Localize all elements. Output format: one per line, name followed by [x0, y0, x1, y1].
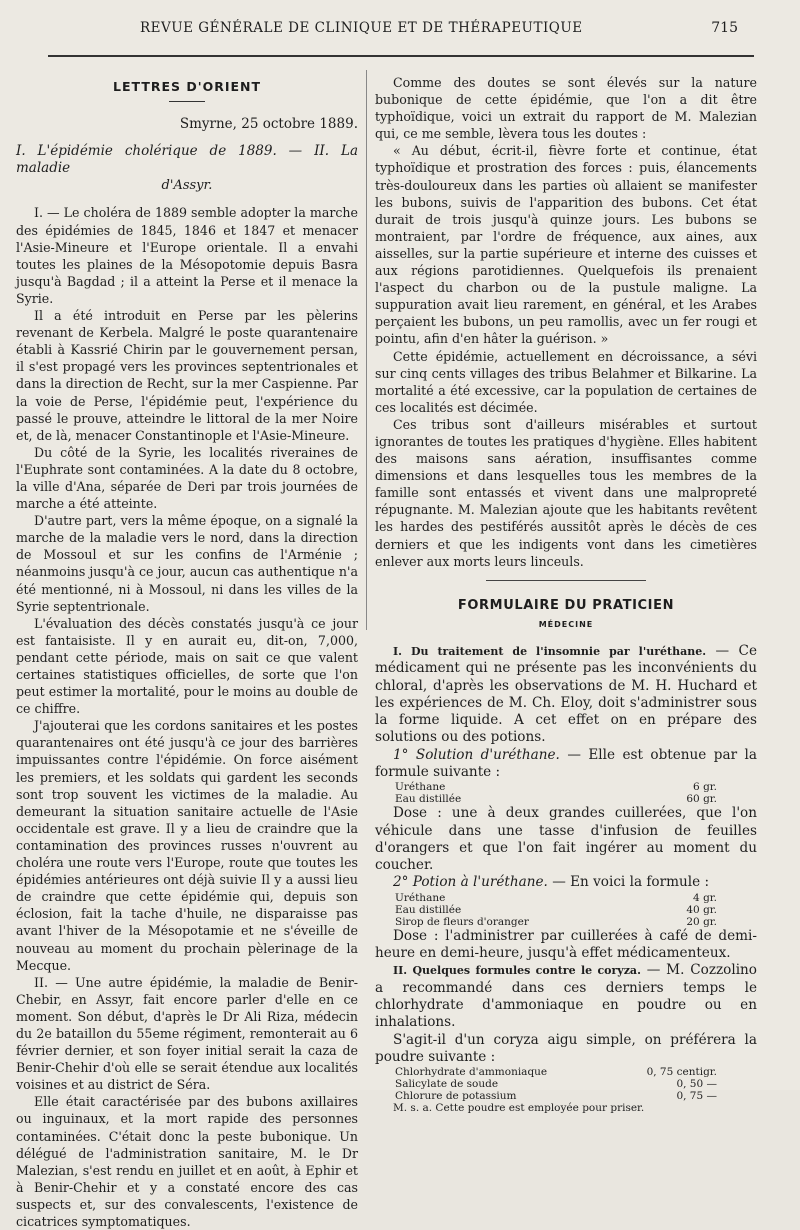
formula-1 [375, 643, 757, 747]
formula-2-head: II. Quelques formules contre le coryza. [393, 964, 641, 978]
solution-body: — Elle est obtenue par la formule suivante : [375, 746, 757, 780]
ingredient: Eau distillée [395, 903, 462, 916]
recipe-row [395, 1078, 717, 1090]
paragraph: J'ajouterai que les cordons sanitaires et les postes quarantenaires ont été jusqu'à ce jour des barrières impuissantes contre l'épidémie. On force aisément les premiers, et les soldats qui gardent les seconds sont trop souvent les victimes de la maladie. Au demeurant la situation sanitaire actuelle de l'Asie occidentale est grave. Il y a lieu de craindre que la contamination des provinces russes n'ouvrent au choléra une route vers l'Europe, route que toutes les épidémies antérieures ont déjà suivie Il y a aussi lieu de craindre que cette épidémie qui, depuis son éclosion, fait la tache d'huile, ne disparaisse pas avant l'hiver de la Mésopotamie et ne s'éveille de nouveau au moment du prochain pèlerinage de la Mecque. [16, 718, 358, 973]
recipe-row [395, 916, 717, 928]
recipe-note: M. s. a. Cette poudre est employée pour priser. [393, 1102, 645, 1115]
header-rule [48, 55, 754, 57]
column-divider [366, 70, 367, 630]
quantity: 0, 50 — [676, 1078, 717, 1091]
potion-intro [375, 874, 757, 891]
subhead-line-1: I. L'épidémie cholérique de 1889. — II. La maladie [16, 143, 358, 177]
recipe-row [395, 892, 717, 904]
running-title: REVUE GÉNÉRALE DE CLINIQUE ET DE THÉRAPEUTIQUE [140, 20, 583, 36]
paragraph: Il a été introduit en Perse par les pèlerins revenant de Kerbela. Malgré le poste quarantenaire établi à Kassrié Chirin par le gouvernement persan, il s'est propagé vers les provinces septentrionales et dans la direction de Recht, sur la mer Caspienne. Par la voie de Perse, l'épidémie peut, l'expérience du passé le prouve, atteindre le littoral de la mer Noire et, de là, menacer Constantinople et l'Asie-Mineure. [16, 308, 358, 443]
recipe-powder [395, 1066, 717, 1102]
article-subhead [16, 143, 358, 194]
ingredient: Chlorure de potassium [395, 1090, 517, 1103]
title-rule [169, 101, 205, 102]
paragraph: Cette épidémie, actuellement en décroissance, a sévi sur cinq cents villages des tribus Belahmer et Bilkarine. La mortalité a été excessive, car la population de certaines de ces localités est décimée. [375, 348, 757, 415]
subhead-line-2: d'Assyr. [161, 178, 213, 194]
paragraph: Elle était caractérisée par des bubons axillaires ou inguinaux, et la mort rapide des personnes contaminées. C'était donc la peste bubonique. Un délégué de l'administration sanitaire, M. le Dr Malezian, s'est rendu en juillet et en août, à Ephir et à Benir-Chehir et y a constaté encore des cas suspects et, sur des convalescents, l'existence de cicatrices symptomatiques. [16, 1094, 358, 1229]
page-header [0, 20, 800, 42]
formula-1-body: — Ce médicament qui ne présente pas les inconvénients du chloral, d'après les observations de M. H. Huchard et les expériences de M. Ch. Eloy, doit s'administrer sous la forme liquide. A cet effet on en prépare des solutions ou des potions. [375, 642, 757, 746]
ingredient: Salicylate de soude [395, 1078, 499, 1091]
quantity: 4 gr. [693, 891, 717, 904]
ingredient: Uréthane [395, 891, 446, 904]
quantity: 0, 75 — [676, 1090, 717, 1103]
quantity: 40 gr. [686, 903, 717, 916]
paragraph: L'évaluation des décès constatés jusqu'à ce jour est fantaisiste. Il y en aurait eu, dit-on, 7,000, pendant cette période, mais on sait ce que valent certaines statistiques officielles, de sorte que l'on peut estimer la mortalité, pour le moins au double de ce chiffre. [16, 615, 358, 717]
left-column [16, 74, 358, 1230]
right-column [375, 74, 757, 1114]
dateline: Smyrne, 25 octobre 1889. [179, 116, 358, 133]
potion-head: 2° Potion à l'uréthane. [393, 874, 548, 891]
recipe-row [395, 781, 717, 793]
recipe-row [395, 1090, 717, 1102]
quote-paragraph: « Au début, écrit-il, fièvre forte et continue, état typhoïdique et prostration des forces : puis, élancements très-douloureux dans les parties où allaient se manifester les bubons, suivis de l'apparition des bubons. Cet état durait de trois jusqu'à quinze jours. Les bubons se montraient, par l'ordre de fréquence, aux aines, aux aisselles, sur la partie supérieure et interne des cuisses et aux régions parotidiennes. Quelquefois ils prenaient l'aspect du charbon ou de la pustule maligne. La suppuration avait lieu rarement, en général, et les Arabes perçaient les bubons, un peu ramollis, avec un fer rougi et pointu, afin d'en hâter la guérison. » [375, 143, 757, 347]
formula-1-head: I. Du traitement de l'insomnie par l'uréthane. [393, 644, 707, 658]
solution-head: 1° Solution d'uréthane. [393, 746, 560, 763]
ingredient: Chlorhydrate d'ammoniaque [395, 1066, 548, 1079]
paragraph: Comme des doutes se sont élevés sur la nature bubonique de cette épidémie, que l'on a dit être typhoïdique, voici un extrait du rapport de M. Malezian qui, ce me semble, lèvera tous les doutes : [375, 75, 757, 142]
dose-paragraph: Dose : l'administrer par cuillerées à café de demi-heure en demi-heure, jusqu'à effet médicamenteux. [375, 927, 757, 962]
paragraph: D'autre part, vers la même époque, on a signalé la marche de la maladie vers le nord, dans la direction de Mossoul et sur les confins de l'Arménie ; néanmoins jusqu'à ce jour, aucun cas authentique n'a été mentionné, ni à Mossoul, ni dans les villes de la Syrie septentrionale. [16, 513, 358, 614]
potion-body: — En voici la formule : [547, 874, 710, 891]
ingredient: Sirop de fleurs d'oranger [395, 915, 529, 928]
paragraph: S'agit-il d'un coryza aigu simple, on préférera la poudre suivante : [375, 1031, 757, 1065]
quantity: 0, 75 centigr. [646, 1066, 717, 1079]
section-separator [486, 580, 646, 581]
formulary-title: FORMULAIRE DU PRATICIEN [457, 597, 675, 613]
dose-paragraph: Dose : une à deux grandes cuillerées, que l'on véhicule dans une tasse d'infusion de feuilles d'orangers et que l'on fait ingérer au moment du coucher. [375, 805, 757, 874]
solution-intro [375, 747, 757, 782]
section-title: LETTRES D'ORIENT [113, 79, 261, 94]
quantity: 20 gr. [686, 915, 717, 928]
paragraph: II. — Une autre épidémie, la maladie de Benir-Chebir, en Assyr, fait encore parler d'elle en ce moment. Son début, d'après le Dr Ali Riza, médecin du 2e bataillon du 55eme régiment, remonterait au 6 février dernier, et son foyer initial serait la caza de Benir-Chehir d'où elle se serait étendue aux localités voisines et au district de Séra. [16, 974, 358, 1093]
recipe-row [395, 904, 717, 916]
quantity: 6 gr. [693, 781, 717, 794]
formula-2-body: — M. Cozzolino a recommandé dans ces derniers temps le chlorhydrate d'ammoniaque en poudre ou en inhalations. [375, 962, 757, 1031]
ingredient: Uréthane [395, 781, 446, 794]
recipe-potion [395, 892, 717, 928]
recipe-solution [395, 781, 717, 805]
quantity: 60 gr. [686, 793, 717, 806]
page-number: 715 [711, 20, 738, 36]
paragraph: I. — Le choléra de 1889 semble adopter la marche des épidémies de 1845, 1846 et 1847 et menacer l'Asie-Mineure et l'Europe orientale. Il a envahi toutes les plaines de la Mésopotomie depuis Basra jusqu'à Bagdad ; il a atteint la Perse et il menace la Syrie. [16, 205, 358, 306]
formulary-subtitle: MÉDECINE [538, 619, 594, 629]
ingredient: Eau distillée [395, 793, 462, 806]
formula-2 [375, 962, 757, 1031]
paragraph: Ces tribus sont d'ailleurs misérables et surtout ignorantes de toutes les pratiques d'hygiène. Elles habitent des maisons sans aération, insuffisantes comme dimensions et dans lesquelles tous les membres de la famille sont entassés et vivent dans une malpropreté répugnante. M. Malezian ajoute que les habitants revêtent les hardes des pestiférés aussitôt après le décès de ces derniers et que les indigents vont dans les cimetières enlever aux morts leurs linceuls. [375, 416, 757, 569]
recipe-row [395, 793, 717, 805]
paragraph: Du côté de la Syrie, les localités riveraines de l'Euphrate sont contaminées. A la date du 8 octobre, la ville d'Ana, séparée de Deri par trois journées de marche a été atteinte. [16, 444, 358, 512]
recipe-row [395, 1066, 717, 1078]
